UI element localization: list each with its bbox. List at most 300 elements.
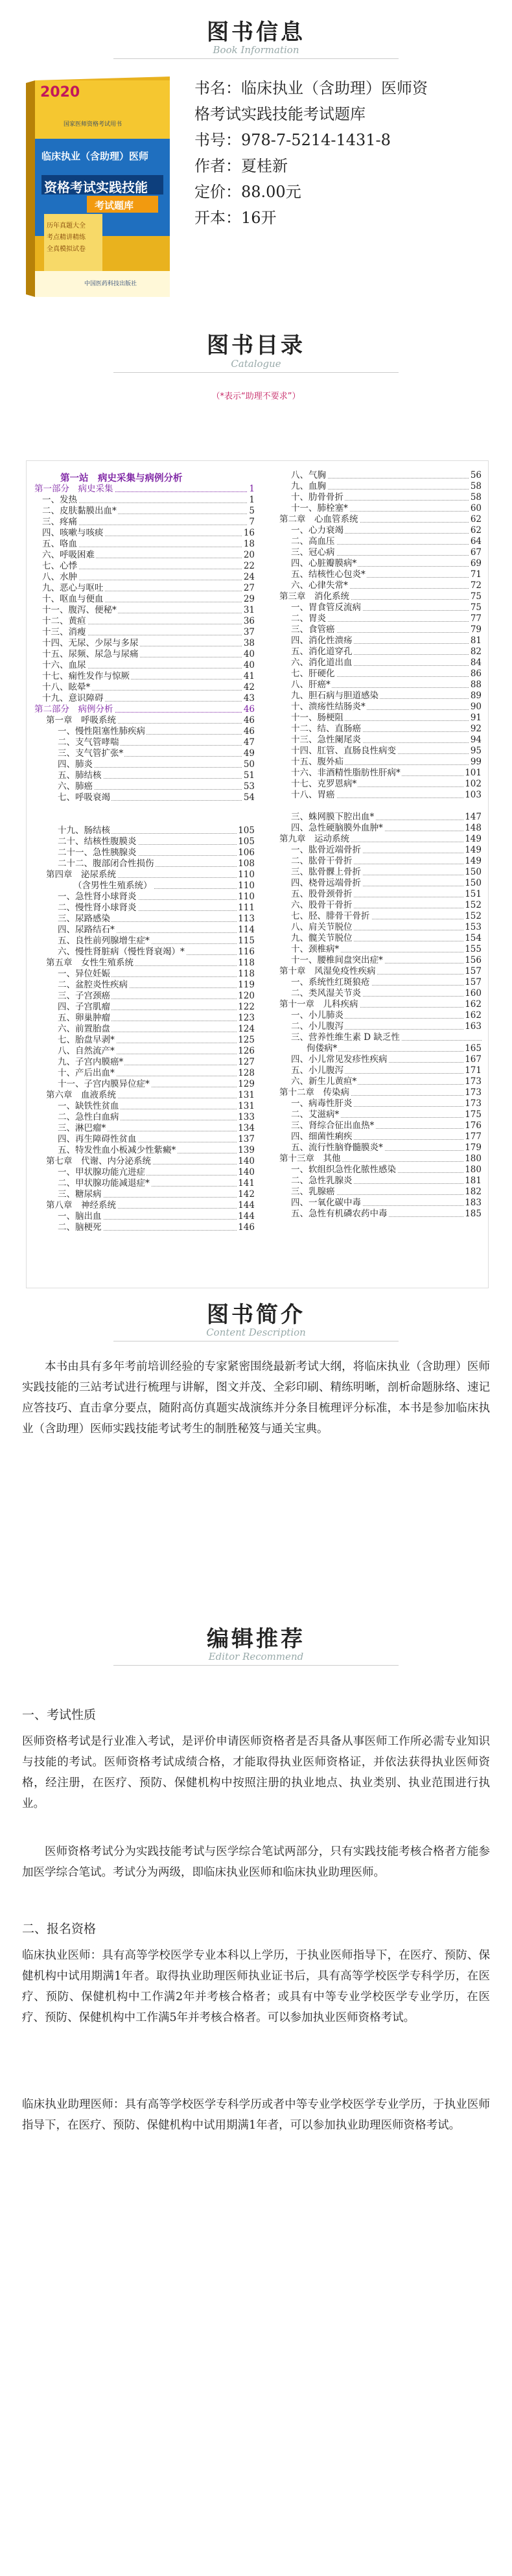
toc-entry — [58, 925, 255, 936]
toc-entry-title: 一、异位妊娠 — [58, 969, 110, 979]
toc-entry — [34, 814, 255, 825]
toc-entry-title: 二十二、腹部闭合性损伤 — [58, 858, 154, 869]
toc-entry-page: 163 — [465, 1021, 482, 1032]
toc-entry-title: 三、疼痛 — [42, 517, 77, 527]
toc-entry-page: 51 — [243, 770, 255, 781]
toc-entry-title: 九、子宫内膜癌* — [58, 1057, 124, 1067]
toc-entry-page: 46 — [243, 715, 255, 726]
toc-entry-page: 180 — [465, 1164, 482, 1175]
toc-entry — [58, 1167, 255, 1178]
toc-entry — [307, 1043, 482, 1054]
toc-entry — [279, 1153, 482, 1164]
toc-entry-page: 53 — [243, 781, 255, 792]
toc-entry — [58, 1222, 255, 1233]
toc-entry-page: 175 — [465, 1109, 482, 1120]
toc-entry-page: 140 — [238, 1167, 255, 1177]
toc-entry-title: 五、卵巢肿瘤 — [58, 1013, 110, 1023]
toc-entry-page: 72 — [470, 580, 482, 591]
toc-entry-page: 131 — [238, 1101, 255, 1111]
toc-entry — [58, 737, 255, 748]
toc-entry-page: 151 — [465, 889, 482, 899]
toc-entry-title: 三、糖尿病 — [58, 1189, 102, 1199]
toc-entry — [42, 616, 255, 627]
cover-brand: 2020 — [40, 84, 80, 100]
toc-entry — [291, 790, 482, 801]
toc-entry-page: 131 — [238, 1090, 255, 1100]
toc-entry-title: 四、细菌性痢疾 — [291, 1131, 353, 1142]
cover-publisher: 中国医药科技出版社 — [84, 281, 137, 287]
toc-entry-page: 119 — [238, 980, 255, 990]
toc-entry-page: 88 — [470, 679, 482, 690]
toc-entry — [291, 768, 482, 779]
toc-entry-title: 三、营养性维生素 D 缺乏性 — [291, 1032, 400, 1043]
toc-entry-page: 67 — [470, 547, 482, 558]
toc-entry-title: 九、胆石病与胆道感染 — [291, 691, 378, 701]
toc-entry — [291, 955, 482, 966]
toc-entry-title: 三、乳腺癌 — [291, 1187, 335, 1197]
toc-entry-page: 177 — [465, 1131, 482, 1142]
toc-entry-page: 162 — [465, 999, 482, 1010]
toc-entry — [291, 779, 482, 790]
toc-entry-title: 十六、血尿 — [42, 660, 86, 670]
toc-entry-title: 六、心律失常* — [291, 580, 348, 591]
toc-entry — [268, 801, 482, 812]
toc-entry — [291, 691, 482, 702]
section-title-description: 图书简介 — [207, 1302, 305, 1328]
toc-entry-title: 十三、消瘦 — [42, 627, 86, 637]
toc-entry — [291, 635, 482, 646]
toc-entry — [291, 679, 482, 691]
toc-entry-page: 36 — [243, 616, 255, 626]
toc-entry — [291, 580, 482, 591]
toc-entry — [291, 613, 482, 624]
toc-entry-page: 75 — [470, 591, 482, 602]
toc-entry-page: 46 — [243, 726, 255, 737]
toc-entry-page: 148 — [465, 823, 482, 833]
toc-entry-page: 95 — [470, 746, 482, 756]
toc-entry-title: 八、气胸 — [291, 470, 326, 480]
toc-entry-page: 116 — [238, 947, 255, 957]
toc-entry-title: 五、结核性心包炎* — [291, 569, 366, 580]
toc-entry — [34, 803, 255, 814]
toc-entry — [291, 1098, 482, 1109]
toc-entry-page: 24 — [243, 572, 255, 582]
toc-entry — [46, 715, 255, 726]
toc-entry — [46, 869, 255, 880]
toc-entry — [42, 605, 255, 616]
toc-entry-title: 六、前置胎盘 — [58, 1024, 110, 1034]
toc-entry-title: 五、肺结核 — [58, 770, 102, 781]
toc-entry-page: 7 — [249, 517, 255, 527]
toc-entry-title: 第二部分 病例分析 — [34, 704, 113, 715]
toc-entry-page: 40 — [243, 649, 255, 659]
toc-entry — [42, 594, 255, 605]
toc-entry — [42, 495, 255, 506]
toc-entry-page: 144 — [238, 1211, 255, 1222]
toc-entry-page: 71 — [470, 569, 482, 580]
toc-entry-title: 七、胎盘早剥* — [58, 1035, 115, 1045]
toc-entry-title: 三、子宫颈癌 — [58, 991, 110, 1001]
toc-entry — [58, 991, 255, 1002]
toc-entry — [58, 1002, 255, 1013]
toc-entry — [58, 1211, 255, 1222]
recommend-heading-1: 一、考试性质 — [22, 1708, 97, 1722]
toc-entry-title: 二、脑梗死 — [58, 1222, 102, 1233]
toc-entry-page: 75 — [470, 602, 482, 613]
toc-entry — [42, 506, 255, 517]
toc-entry-title: 十、呕血与便血 — [42, 594, 104, 604]
toc-entry — [58, 1024, 255, 1035]
toc-entry-page: 22 — [243, 561, 255, 571]
toc-entry — [291, 867, 482, 878]
toc-entry — [291, 922, 482, 933]
toc-entry-page: 149 — [465, 856, 482, 866]
toc-entry-page: 40 — [243, 660, 255, 670]
toc-entry-page: 173 — [465, 1076, 482, 1087]
toc-entry-page: 58 — [470, 481, 482, 491]
toc-entry-title: 十八、胃癌 — [291, 790, 335, 800]
toc-entry-page: 144 — [238, 1200, 255, 1211]
toc-entry-page: 62 — [470, 514, 482, 525]
toc-entry — [58, 892, 255, 903]
toc-entry — [58, 1123, 255, 1134]
info-author: 作者：夏桂新 — [194, 157, 288, 175]
toc-entry — [291, 1120, 482, 1131]
section-title-catalogue: 图书目录 — [207, 333, 305, 359]
toc-entry — [58, 858, 255, 869]
toc-entry-page: 47 — [243, 737, 255, 748]
toc-entry-page: 110 — [238, 869, 255, 880]
section-subtitle-book-info: Book Information — [213, 44, 299, 56]
toc-entry-page: 183 — [465, 1198, 482, 1208]
toc-entry-page: 41 — [243, 671, 255, 681]
toc-entry-page: 157 — [465, 966, 482, 976]
toc-entry-title: 十七、痫性发作与惊厥 — [42, 671, 130, 681]
toc-entry-page: 43 — [243, 693, 255, 703]
toc-entry-page: 120 — [238, 991, 255, 1001]
toc-entry — [291, 558, 482, 569]
toc-entry-title: 第九章 运动系统 — [279, 834, 349, 844]
toc-entry-title: 二、甲状腺功能减退症* — [58, 1178, 150, 1188]
recommend-paragraph-4: 临床执业助理医师：具有高等学校医学专科学历或者中等专业学校医学专业学历，于执业医师指导下，在医疗、预防、保健机构中试用期满1年者，可以参加执业助理医师资格考试。 — [22, 2098, 490, 2132]
toc-entry-title: 四、心脏瓣膜病* — [291, 558, 357, 569]
section-title-book-info: 图书信息 — [207, 19, 305, 45]
toc-entry-page: 115 — [238, 936, 255, 946]
toc-entry-page: 185 — [465, 1209, 482, 1219]
toc-entry-page: 91 — [470, 713, 482, 723]
cover-title-line2: 资格考试实践技能 — [44, 180, 148, 195]
toc-entry-title: 十八、眩晕* — [42, 682, 91, 692]
toc-entry — [58, 836, 255, 847]
toc-entry — [291, 503, 482, 514]
toc-entry-page: 139 — [238, 1145, 255, 1155]
toc-entry-title: 十三、急性阑尾炎 — [291, 735, 361, 745]
toc-entry-page: 29 — [243, 594, 255, 604]
toc-entry-page: 94 — [470, 735, 482, 745]
toc-entry-page: 165 — [465, 1043, 482, 1054]
toc-entry — [291, 1109, 482, 1120]
toc-entry — [291, 735, 482, 746]
toc-entry — [291, 878, 482, 889]
divider — [113, 372, 399, 373]
toc-entry — [291, 1065, 482, 1076]
toc-entry-title: 十、溃疡性结肠炎* — [291, 702, 366, 712]
toc-entry-title: 一、缺铁性贫血 — [58, 1101, 119, 1111]
toc-entry-title: 第一部分 病史采集 — [34, 484, 113, 494]
toc-entry-title: 一、心力衰竭 — [291, 525, 343, 536]
toc-entry — [42, 627, 255, 638]
toc-entry — [58, 1079, 255, 1090]
toc-entry-page: 124 — [238, 1024, 255, 1034]
toc-entry-title: 五、急性有机磷农药中毒 — [291, 1209, 388, 1219]
toc-entry-title: 一、病毒性肝炎 — [291, 1098, 353, 1109]
toc-entry-title: 三、尿路感染 — [58, 914, 110, 924]
toc-entry — [291, 1176, 482, 1187]
description-paragraph: 本书由具有多年考前培训经验的专家紧密围绕最新考试大纲，将临床执业（含助理）医师实践技能的三站考试进行梳理与讲解，图文并茂、全彩印刷、精练明晰，剖析命题脉络、速记应答技巧、直击拿分要点，随附高仿真题实战演练并分条目梳理评分标准，本书是参加临床执业（含助理）医师实践技能考试考生的制胜秘笈与通关宝典。 — [22, 1360, 490, 1436]
divider — [113, 1665, 399, 1666]
cover-title-line3: 考试题库 — [95, 200, 134, 211]
toc-entry-title: 四、消化性溃疡 — [291, 635, 353, 646]
toc-entry-page: 105 — [238, 836, 255, 847]
info-price: 定价：88.00元 — [194, 183, 301, 201]
recommend-paragraph-2: 医师资格考试分为实践技能考试与医学综合笔试两部分，只有实践技能考核合格者方能参加医学综合笔试。考试分为两级，即临床执业医师和临床执业助理医师。 — [22, 1845, 490, 1879]
toc-entry-title: 十一、肠梗阻 — [291, 713, 343, 723]
toc-entry-page: 173 — [465, 1098, 482, 1109]
toc-entry-page: 105 — [238, 825, 255, 836]
toc-entry-page: 126 — [238, 1046, 255, 1056]
toc-entry — [291, 889, 482, 900]
toc-entry-title: 九、血胸 — [291, 481, 326, 491]
toc-entry-page: 173 — [465, 1087, 482, 1098]
section-title-recommend: 编辑推荐 — [207, 1626, 305, 1652]
recommend-heading-2: 二、报名资格 — [22, 1922, 97, 1936]
toc-entry — [73, 880, 255, 892]
toc-entry-title: 九、髋关节脱位 — [291, 933, 353, 943]
toc-entry-title: 一、肱骨近端骨折 — [291, 845, 361, 855]
toc-entry-page: 179 — [465, 1142, 482, 1153]
toc-entry — [291, 724, 482, 735]
toc-entry-title: 三、肱骨髁上骨折 — [291, 867, 361, 877]
toc-entry-title: 三、淋巴瘤* — [58, 1123, 106, 1133]
toc-entry-page: 106 — [238, 847, 255, 858]
toc-entry-title: 五、咯血 — [42, 539, 77, 549]
toc-entry-title: 二十、结核性腹膜炎 — [58, 836, 137, 847]
toc-entry-page: 62 — [470, 525, 482, 536]
toc-entry-page: 110 — [238, 892, 255, 902]
toc-entry — [291, 1209, 482, 1220]
toc-entry — [46, 1200, 255, 1211]
toc-entry — [291, 911, 482, 922]
toc-entry — [291, 1076, 482, 1087]
toc-entry-page: 118 — [238, 969, 255, 979]
toc-entry — [291, 933, 482, 944]
toc-entry-page: 64 — [470, 536, 482, 547]
toc-entry-page: 122 — [238, 1002, 255, 1012]
info-title-line2: 格考试实践技能考试题库 — [194, 105, 366, 123]
toc-entry — [291, 823, 482, 834]
toc-entry — [58, 792, 255, 803]
toc-entry-page: 20 — [243, 550, 255, 560]
toc-entry-page: 103 — [465, 790, 482, 800]
toc-entry — [291, 470, 482, 481]
toc-entry-page: 155 — [465, 944, 482, 954]
toc-entry — [58, 1112, 255, 1123]
info-format: 开本：16开 — [194, 209, 277, 227]
toc-entry-title: 十六、非酒精性脂肪性肝病* — [291, 768, 401, 778]
toc-entry-page: 49 — [243, 748, 255, 759]
toc-entry-page: 82 — [470, 646, 482, 657]
toc-entry — [291, 1021, 482, 1032]
toc-entry — [291, 812, 482, 823]
book-cover — [22, 77, 175, 297]
toc-entry — [279, 834, 482, 845]
toc-entry — [291, 713, 482, 724]
toc-entry-title: 第一站 病史采集与病例分析 — [60, 473, 183, 484]
toc-entry — [46, 1156, 255, 1167]
toc-entry-page: 1 — [249, 495, 255, 505]
toc-entry — [58, 770, 255, 781]
toc-entry — [291, 1142, 482, 1153]
toc-entry-title: 十一、腹泻、便秘* — [42, 605, 117, 615]
toc-entry-title: 八、水肿 — [42, 572, 77, 582]
toc-entry-page: 99 — [470, 757, 482, 767]
toc-entry — [58, 980, 255, 991]
toc-entry — [291, 1054, 482, 1065]
toc-entry-title: 三、肾综合征出血热* — [291, 1120, 375, 1131]
toc-entry-page: 150 — [465, 878, 482, 888]
toc-entry — [58, 936, 255, 947]
toc-entry-page: 111 — [238, 903, 255, 913]
toc-entry-title: 七、呼吸衰竭 — [58, 792, 110, 803]
toc-entry — [291, 1164, 482, 1176]
toc-entry — [58, 781, 255, 792]
toc-entry-title: 一、发热 — [42, 495, 77, 505]
toc-entry-page: 182 — [465, 1187, 482, 1197]
toc-entry-page: 37 — [243, 627, 255, 637]
toc-entry-title: 第六章 血液系统 — [46, 1090, 116, 1100]
toc-entry — [291, 944, 482, 955]
toc-entry-title: 一、甲状腺功能亢进症 — [58, 1167, 145, 1177]
toc-entry — [291, 1010, 482, 1021]
toc-entry — [58, 1145, 255, 1156]
toc-entry-title: 二、盆腔炎性疾病 — [58, 980, 128, 990]
toc-entry-page: 129 — [238, 1079, 255, 1089]
toc-entry — [58, 847, 255, 858]
toc-entry — [42, 682, 255, 693]
toc-entry-page: 125 — [238, 1035, 255, 1045]
toc-entry — [58, 1189, 255, 1200]
toc-entry-page: 113 — [238, 914, 255, 924]
toc-entry-title: 三、食管癌 — [291, 624, 335, 635]
toc-entry-title: 第四章 泌尿系统 — [46, 869, 116, 880]
recommend-paragraph-1: 医师资格考试是行业准入考试，是评价申请医师资格者是否具备从事医师工作所必需专业知识与技能的考试。医师资格考试成绩合格，才能取得执业医师资格证，并依法获得执业医师资格，经注册，在医疗、预防、保健机构中按照注册的执业地点、执业类别、执业范围进行执业。 — [22, 1735, 490, 1810]
toc-entry-title: 十、颈椎病* — [291, 944, 340, 954]
toc-entry-title: 第八章 神经系统 — [46, 1200, 116, 1211]
toc-entry — [279, 966, 482, 977]
toc-entry-title: 四、再生障碍性贫血 — [58, 1134, 137, 1144]
toc-entry-title: 五、流行性脑脊髓膜炎* — [291, 1142, 383, 1153]
toc-entry-title: 十一、腰椎间盘突出症* — [291, 955, 383, 965]
toc-entry — [291, 525, 482, 536]
toc-entry-page: 38 — [243, 638, 255, 648]
toc-entry-page: 137 — [238, 1134, 255, 1144]
toc-entry-title: 佝偻病* — [307, 1043, 338, 1054]
toc-entry-title: 三、冠心病 — [291, 547, 335, 558]
toc-entry-page: 27 — [243, 583, 255, 593]
toc-entry — [42, 572, 255, 583]
toc-entry — [42, 638, 255, 649]
toc-entry-title: 十九、意识障碍 — [42, 693, 104, 703]
toc-entry-title: 二、支气管哮喘 — [58, 737, 119, 748]
toc-entry — [46, 1090, 255, 1101]
toc-entry-page: 69 — [470, 558, 482, 569]
toc-entry-title: 十五、腹外疝 — [291, 757, 343, 767]
toc-entry — [42, 649, 255, 660]
toc-entry-page: 77 — [470, 613, 482, 624]
toc-entry-title: 第五章 女性生殖系统 — [46, 958, 134, 968]
toc-entry-title: 八、肩关节脱位 — [291, 922, 353, 932]
toc-entry-title: 三、支气管扩张* — [58, 748, 124, 759]
toc-entry — [58, 947, 255, 958]
toc-entry-page: 127 — [238, 1057, 255, 1067]
toc-entry-title: 七、胫、腓骨干骨折 — [291, 911, 370, 921]
toc-entry-title: （含男性生殖系统） — [73, 880, 152, 891]
toc-entry — [291, 624, 482, 635]
toc-entry-page: 31 — [243, 605, 255, 615]
toc-entry-page: 108 — [238, 858, 255, 869]
toc-entry-title: 第三章 消化系统 — [279, 591, 349, 602]
toc-entry-page: 152 — [465, 900, 482, 910]
toc-entry — [34, 484, 255, 495]
toc-entry-title: 四、桡骨远端骨折 — [291, 878, 361, 888]
section-subtitle-catalogue: Catalogue — [231, 358, 281, 370]
toc-entry — [42, 693, 255, 704]
toc-entry-title: 五、良性前列腺增生症* — [58, 936, 150, 946]
toc-entry — [291, 481, 482, 492]
toc-entry-title: 一、软组织急性化脓性感染 — [291, 1164, 396, 1175]
toc-entry — [291, 657, 482, 668]
toc-entry — [279, 1087, 482, 1098]
toc-entry — [58, 1035, 255, 1046]
toc-entry-title: 一、脑出血 — [58, 1211, 102, 1222]
toc-entry-title: 七、心悸 — [42, 561, 77, 571]
toc-entry-title: 二、皮肤黏膜出血* — [42, 506, 117, 516]
cover-series: 国家医师资格考试用书 — [64, 121, 122, 128]
toc-entry-title: 十二、结、直肠癌 — [291, 724, 361, 734]
toc-entry — [42, 539, 255, 550]
toc-entry — [291, 602, 482, 613]
toc-entry-page: 147 — [465, 812, 482, 822]
toc-entry — [42, 671, 255, 682]
toc-entry-title: 十四、肛管、直肠良性病变 — [291, 746, 396, 756]
toc-entry-title: 十四、无尿、少尿与多尿 — [42, 638, 139, 648]
toc-entry-title: 九、恶心与呕吐 — [42, 583, 104, 593]
toc-entry-title: 四、咳嗽与咳痰 — [42, 528, 104, 538]
toc-entry-page: 89 — [470, 691, 482, 701]
cover-badges: 历年真题大全 考点精讲精练 全真模拟试卷 — [47, 222, 86, 253]
toc-entry-title: 第十二章 传染病 — [279, 1087, 349, 1098]
toc-entry — [58, 825, 255, 836]
toc-entry-title: 三、蛛网膜下腔出血* — [291, 812, 375, 822]
toc-entry-title: 二、肱骨干骨折 — [291, 856, 353, 866]
toc-entry-title: 六、慢性肾脏病（慢性肾衰竭）* — [58, 947, 185, 957]
toc-entry — [58, 1101, 255, 1112]
toc-entry-title: 二十一、急性胰腺炎 — [58, 847, 137, 858]
toc-entry-title: 四、尿路结石* — [58, 925, 115, 935]
recommend-paragraph-3: 临床执业医师：具有高等学校医学专业本科以上学历，于执业医师指导下，在医疗、预防、保健机构中试用期满1年者。取得执业助理医师执业证书后，具有高等学校医学专科学历，在医疗、预防、保健机构中工作满2年并考核合格者；或具有中等专业学校医学专业学历，在医疗、预防、保健机构中工作满5年并考核合格者。可以参加执业医师资格考试。 — [22, 1949, 490, 2024]
toc-entry-page: 86 — [470, 668, 482, 679]
toc-entry-page: 58 — [470, 492, 482, 502]
